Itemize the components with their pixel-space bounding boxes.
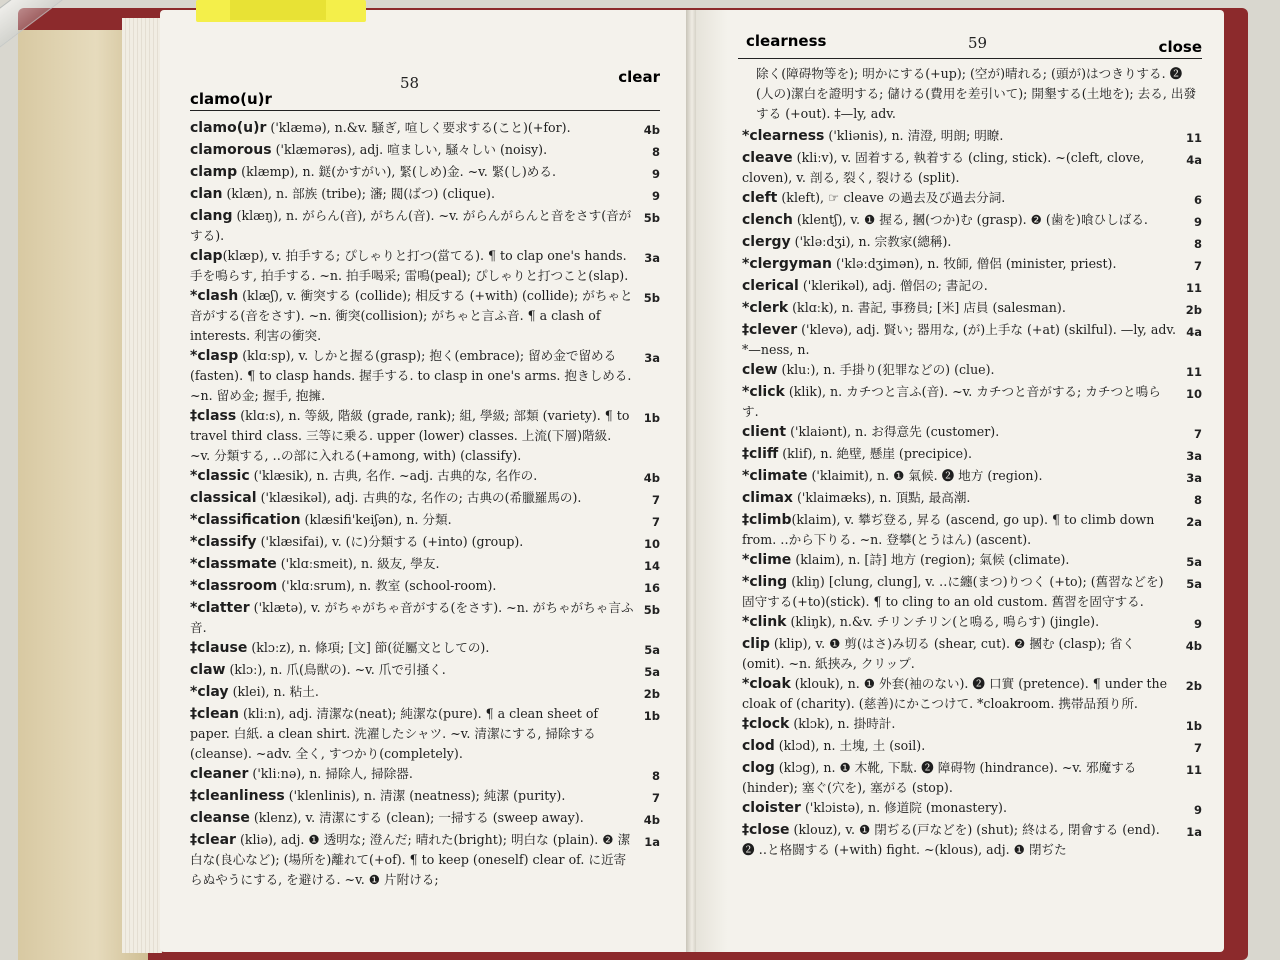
entry-headword: cleaner (190, 766, 249, 782)
dictionary-entry (738, 714, 1202, 736)
entry-headword: clan (190, 186, 223, 202)
entry-headword: ‡cleanliness (190, 788, 285, 804)
entry-body (738, 148, 1176, 188)
entry-body (190, 488, 634, 508)
entry-body (190, 704, 634, 764)
entry-body (738, 758, 1176, 798)
entry-definition: (klei), n. 粘土. (228, 684, 319, 699)
entry-body (738, 298, 1176, 318)
right-page-header (738, 20, 1202, 54)
entry-body (190, 830, 634, 890)
dictionary-entry (738, 148, 1202, 188)
entry-headword: clap (190, 248, 223, 264)
entry-definition: ('kliːnə), n. 掃除人, 掃除器. (248, 766, 413, 781)
entry-body (738, 360, 1176, 380)
entry-frequency-level: 4b (643, 123, 660, 137)
entry-body (190, 140, 634, 160)
entry-frequency-level: 9 (1193, 215, 1202, 229)
dictionary-entry (738, 444, 1202, 466)
dictionary-entry (190, 510, 660, 532)
entry-body (190, 598, 634, 638)
entry-definition: (kluː), n. 手掛り(犯罪などの) (clue). (777, 362, 995, 377)
entry-frequency-level: 5b (643, 291, 660, 305)
dictionary-entry (190, 466, 660, 488)
entry-headword: *classification (190, 512, 301, 528)
entry-headword: ‡class (190, 408, 237, 424)
dictionary-entry (738, 360, 1202, 382)
entry-frequency-level: 3a (1186, 471, 1202, 485)
entry-headword: ‡clear (190, 832, 236, 848)
left-entry-list (190, 118, 660, 890)
entry-body (738, 798, 1176, 818)
entry-frequency-level: 5b (643, 603, 660, 617)
entry-body (190, 786, 634, 806)
entry-body (738, 572, 1176, 612)
dictionary-entry (738, 572, 1202, 612)
entry-headword: clench (742, 212, 793, 228)
entry-definition: ('klerikəl), adj. 僧侶の; 書記の. (798, 278, 988, 293)
dictionary-entry (738, 612, 1202, 634)
entry-body (190, 286, 634, 346)
entry-definition: ('klaiənt), n. お得意先 (customer). (786, 424, 1000, 439)
entry-headword: *cling (742, 574, 788, 590)
entry-headword: clew (742, 362, 778, 378)
entry-definition: (kliŋk), n.&v. チリンチリン(と鳴る, 鳴らす) (jingle). (786, 614, 1100, 629)
dictionary-entry (738, 820, 1202, 860)
entry-headword: *clink (742, 614, 787, 630)
dictionary-entry (190, 598, 660, 638)
entry-headword: ‡clever (742, 322, 798, 338)
entry-frequency-level: 9 (1193, 803, 1202, 817)
entry-body (738, 510, 1176, 550)
entry-definition: (klæp), v. 拍手する; ぴしゃりと打つ(當てる). ¶ to clap one's hands. 手を鳴らす, 拍手する. ~n. 拍手喝采; 雷鳴(peal); ぴしゃりと打つこと(slap). (190, 248, 629, 283)
entry-headword: ‡clock (742, 716, 790, 732)
entry-frequency-level: 7 (1193, 427, 1202, 441)
dictionary-entry (738, 758, 1202, 798)
entry-headword: climax (742, 490, 793, 506)
entry-body (190, 118, 634, 138)
entry-frequency-level: 4b (643, 813, 660, 827)
entry-frequency-level: 9 (651, 189, 660, 203)
entry-body (738, 188, 1176, 208)
entry-definition: (klɔːz), n. 條項; [文] 節(従屬文としての). (247, 640, 490, 655)
entry-definition: (klæsifi'keiʃən), n. 分類. (300, 512, 452, 527)
entry-frequency-level: 7 (651, 493, 660, 507)
entry-frequency-level: 16 (643, 581, 660, 595)
entry-definition: ('klenlinis), n. 清潔 (neatness); 純潔 (purity). (284, 788, 566, 803)
entry-body (190, 346, 634, 406)
entry-frequency-level: 8 (1193, 237, 1202, 251)
entry-definition: (kliŋ) [clung, clung], v. ‥に纏(まつ)りつく (+to); (舊習などを)固守する(+to)(stick). ¶ to cling to an old custom. 舊習を固守する. (742, 574, 1164, 609)
entry-frequency-level: 5a (1186, 555, 1202, 569)
entry-headword: clog (742, 760, 775, 776)
entry-definition: ('klaimit), n. ❶ 氣候. ❷ 地方 (region). (807, 468, 1043, 483)
entry-headword: claw (190, 662, 226, 678)
entry-definition: (klouz), v. ❶ 閉ぢる(戸などを) (shut); 終はる, 閉會する (end). ❷ ‥と格闘する (+with) fight. ~(klous), adj. ❶ 閉ぢた (742, 822, 1160, 857)
entry-body (190, 660, 634, 680)
entry-body (738, 232, 1176, 252)
entry-frequency-level: 5a (1186, 577, 1202, 591)
entry-body (738, 444, 1176, 464)
dictionary-entry (190, 786, 660, 808)
entry-headword: cloister (742, 800, 801, 816)
entry-body (738, 210, 1176, 230)
entry-body (190, 576, 634, 596)
entry-headword: *classmate (190, 556, 277, 572)
entry-headword: clip (742, 636, 770, 652)
left-guide-word-start: clamo(u)r (190, 90, 272, 108)
entry-frequency-level: 2a (1186, 515, 1202, 529)
entry-definition: ('klæmərəs), adj. 喧ましい, 騒々しい (noisy). (271, 142, 548, 157)
dictionary-entry (190, 406, 660, 466)
entry-body (738, 820, 1176, 860)
entry-frequency-level: 3a (644, 351, 660, 365)
entry-frequency-level: 11 (1185, 281, 1202, 295)
entry-headword: clang (190, 208, 233, 224)
entry-frequency-level: 10 (643, 537, 660, 551)
entry-definition: (klɔd), n. 土塊, 土 (soil). (774, 738, 926, 753)
entry-definition: ('klæmə), n.&v. 騒ぎ, 喧しく要求する(こと)(+for). (266, 120, 571, 135)
entry-headword: clod (742, 738, 775, 754)
dictionary-entry (190, 118, 660, 140)
entry-headword: ‡climb (742, 512, 792, 528)
entry-frequency-level: 11 (1185, 131, 1202, 145)
entry-frequency-level: 7 (1193, 741, 1202, 755)
dictionary-entry (738, 298, 1202, 320)
left-page-number: 58 (400, 74, 420, 92)
entry-headword: cleft (742, 190, 778, 206)
entry-body (190, 246, 634, 286)
left-page (160, 10, 688, 952)
entry-body (738, 382, 1176, 422)
entry-definition: (kliːv), v. 固着する, 執着する (cling, stick). ~(cleft, clove, cloven), v. 剖る, 裂く, 裂ける (split). (742, 150, 1145, 185)
left-guide-word-end: clear (618, 68, 660, 86)
entry-definition: ('klæsifai), v. (に)分類する (+into) (group). (256, 534, 524, 549)
entry-headword: ‡clean (190, 706, 240, 722)
entry-body (190, 206, 634, 246)
entry-definition: ('klɔistə), n. 修道院 (monastery). (800, 800, 1007, 815)
entry-frequency-level: 14 (643, 559, 660, 573)
entry-headword: *classify (190, 534, 257, 550)
dictionary-entry (738, 550, 1202, 572)
entry-body (738, 634, 1176, 674)
entry-definition: (klaim), n. [詩] 地方 (region); 氣候 (climate). (791, 552, 1070, 567)
entry-headword: ‡cliff (742, 446, 779, 462)
entry-frequency-level: 2b (1185, 679, 1202, 693)
dictionary-entry (190, 576, 660, 598)
entry-frequency-level: 3a (1186, 449, 1202, 463)
entry-frequency-level: 1a (644, 835, 660, 849)
dictionary-entry (190, 184, 660, 206)
entry-headword: *click (742, 384, 785, 400)
entry-frequency-level: 6 (1193, 193, 1202, 207)
dictionary-entry (738, 634, 1202, 674)
dictionary-entry (190, 638, 660, 660)
entry-definition: ('klæsikəl), adj. 古典的な, 名作の; 古典の(希臘羅馬の). (256, 490, 582, 505)
entry-definition: ('klaimæks), n. 頂點, 最高潮. (792, 490, 971, 505)
entry-headword: *clerk (742, 300, 789, 316)
entry-definition: (klɑːs), n. 等級, 階級 (grade, rank); 組, 學級; 部類 (variety). ¶ to travel third class. 三等に乗る. upper (lower) classes. 上流(下層)階級. ~v. 分類する, ‥の部に入れる(+among, with) (classify). (190, 408, 630, 463)
entry-headword: ‡clause (190, 640, 248, 656)
entry-definition: ('klɑːsmeit), n. 級友, 學友. (276, 556, 440, 571)
entry-frequency-level: 1b (643, 411, 660, 425)
entry-definition: (klɑːsp), v. しかと握る(grasp); 抱く(embrace); 留め金で留める (fasten). ¶ to clasp hands. 握手する. to clasp in one's arms. 抱きしめる. ~n. 留め金; 握手, 抱擁. (190, 348, 632, 403)
dictionary-entry (190, 206, 660, 246)
entry-body (738, 674, 1176, 714)
entry-definition: (klentʃ), v. ❶ 握る, 摑(つか)む (grasp). ❷ (歯を)喰ひしばる. (792, 212, 1148, 227)
dictionary-entry (738, 210, 1202, 232)
entry-headword: clergy (742, 234, 791, 250)
entry-body (190, 532, 634, 552)
entry-frequency-level: 8 (651, 769, 660, 783)
entry-definition: (klik), n. カチつと言ふ(音). ~v. カチつと音がする; カチつと鳴らす. (742, 384, 1161, 419)
entry-frequency-level: 1a (1186, 825, 1202, 839)
right-entry-list (738, 126, 1202, 860)
entry-frequency-level: 4b (643, 471, 660, 485)
dictionary-entry (190, 346, 660, 406)
entry-frequency-level: 5a (644, 643, 660, 657)
entry-definition: ('kləːdʒi), n. 宗教家(總稱). (790, 234, 952, 249)
entry-definition: (klaim), v. 攀ぢ登る, 昇る (ascend, go up). ¶ to climb down from. ‥から下りる. ~n. 登攀(とうはん) (ascent). (742, 512, 1155, 547)
entry-definition: (klæn), n. 部族 (tribe); 瀋; 閥(ばつ) (clique). (222, 186, 495, 201)
entry-headword: clamorous (190, 142, 272, 158)
dictionary-entry (738, 254, 1202, 276)
entry-definition: ('klætə), v. がちゃがちゃ音がする(をさす). ~n. がちゃがちゃ言ふ音. (190, 600, 634, 635)
dictionary-entry (190, 140, 660, 162)
entry-definition: (klouk), n. ❶ 外套(袖のない). ❷ 口實 (pretence). ¶ under the cloak of (charity). (慈善)にかこつけて. *cloakroom. 携帯品預り所. (742, 676, 1168, 711)
entry-body (190, 406, 634, 466)
continued-entry-text: 除く(障碍物等を); 明かにする(+up); (空が)晴れる; (頭が)はつきりする. ❷ (人の)潔白を證明する; 儲ける(費用を差引いて); 開墾する(土地を); 去る, 出發する (+out). ‡—ly, adv. (756, 66, 1197, 121)
entry-definition: (klɔː), n. 爪(鳥獣の). ~v. 爪で引掻く. (225, 662, 446, 677)
entry-headword: *clash (190, 288, 239, 304)
entry-definition: (klæmp), n. 鎹(かすがい), 緊(しめ)金. ~v. 緊(し)める. (237, 164, 557, 179)
entry-definition: (klɔg), n. ❶ 木靴, 下駄. ❷ 障碍物 (hindrance). ~v. 邪魔する (hinder); 塞ぐ(穴を), 塞がる (stop). (742, 760, 1137, 795)
entry-frequency-level: 10 (1185, 387, 1202, 401)
entry-body (190, 510, 634, 530)
entry-frequency-level: 9 (651, 167, 660, 181)
entry-body (190, 638, 634, 658)
entry-body (190, 162, 634, 182)
entry-headword: *climate (742, 468, 808, 484)
entry-body (738, 550, 1176, 570)
dictionary-entry (738, 276, 1202, 298)
dictionary-entry (738, 422, 1202, 444)
header-rule (190, 110, 660, 111)
entry-frequency-level: 4a (1186, 325, 1202, 339)
sticky-tab-fold (230, 0, 326, 20)
entry-headword: classical (190, 490, 257, 506)
dictionary-entry (738, 382, 1202, 422)
dictionary-entry (190, 554, 660, 576)
entry-headword: clamo(u)r (190, 120, 267, 136)
entry-body (738, 422, 1176, 442)
entry-headword: *clasp (190, 348, 239, 364)
entry-headword: *clay (190, 684, 229, 700)
entry-headword: *clatter (190, 600, 250, 616)
entry-definition: ('kliənis), n. 清澄, 明朗; 明瞭. (824, 128, 1004, 143)
entry-headword: *classroom (190, 578, 278, 594)
entry-body (190, 184, 634, 204)
entry-frequency-level: 11 (1185, 763, 1202, 777)
entry-frequency-level: 3a (644, 251, 660, 265)
entry-definition: (kliːn), adj. 清潔な(neat); 純潔な(pure). ¶ a clean sheet of paper. 白紙. a clean shirt. 洗濯したシャツ. ~v. 清潔にする, 掃除する(cleanse). ~adv. 全く, すつかり(completely). (190, 706, 599, 761)
left-page-header (190, 52, 660, 110)
dictionary-entry (738, 798, 1202, 820)
dictionary-entry (738, 466, 1202, 488)
entry-body (190, 682, 634, 702)
entry-headword: client (742, 424, 787, 440)
entry-body (190, 554, 634, 574)
dictionary-entry (738, 320, 1202, 360)
entry-definition: (klæʃ), v. 衝突する (collide); 相反する (+with) (collide); がちゃと音がする(音をさす). ~n. 衝突(collision); がちゃと言ふ音. ¶ a clash of interests. 利害の衝突. (190, 288, 633, 343)
entry-body (738, 612, 1176, 632)
entry-definition: (klɑːk), n. 書記, 事務員; [米] 店員 (salesman). (788, 300, 1066, 315)
entry-headword: cleave (742, 150, 793, 166)
entry-frequency-level: 4a (1186, 153, 1202, 167)
entry-body (738, 126, 1176, 146)
entry-frequency-level: 11 (1185, 365, 1202, 379)
entry-body (738, 466, 1176, 486)
entry-frequency-level: 7 (651, 791, 660, 805)
right-guide-word-end: close (1158, 38, 1202, 56)
dictionary-entry (738, 188, 1202, 210)
dictionary-entry (190, 246, 660, 286)
dictionary-entry (738, 674, 1202, 714)
right-page (696, 10, 1224, 952)
entry-frequency-level: 8 (651, 145, 660, 159)
dictionary-entry (738, 126, 1202, 148)
entry-headword: *clergyman (742, 256, 832, 272)
entry-frequency-level: 5b (643, 211, 660, 225)
dictionary-entry (190, 162, 660, 184)
entry-headword: *clearness (742, 128, 825, 144)
entry-headword: *clime (742, 552, 792, 568)
entry-body (738, 276, 1176, 296)
entry-body (738, 714, 1176, 734)
entry-definition: (klip), v. ❶ 剪(はさ)み切る (shear, cut). ❷ 摑む (clasp); 省く (omit). ~n. 紙挾み, クリップ. (742, 636, 1135, 671)
entry-frequency-level: 7 (1193, 259, 1202, 273)
entry-headword: clerical (742, 278, 799, 294)
dictionary-entry (738, 510, 1202, 550)
entry-body (738, 254, 1176, 274)
entry-body (738, 320, 1176, 360)
entry-definition: ('klɑːsrum), n. 教室 (school-room). (277, 578, 497, 593)
entry-frequency-level: 5a (644, 665, 660, 679)
entry-headword: *cloak (742, 676, 791, 692)
entry-frequency-level: 1b (643, 709, 660, 723)
header-rule (738, 58, 1202, 59)
dictionary-entry (190, 660, 660, 682)
entry-frequency-level: 4b (1185, 639, 1202, 653)
entry-body (738, 736, 1176, 756)
entry-definition: ('klevə), adj. 賢い; 器用な, (が)上手な (+at) (skilful). —ly, adv. *—ness, n. (742, 322, 1177, 357)
entry-definition: (klɔk), n. 掛時計. (789, 716, 896, 731)
entry-headword: clamp (190, 164, 238, 180)
dictionary-entry (738, 488, 1202, 510)
entry-body (738, 488, 1176, 508)
entry-definition: (klif), n. 絶壁, 懸崖 (precipice). (778, 446, 972, 461)
entry-headword: ‡close (742, 822, 790, 838)
dictionary-entry (190, 286, 660, 346)
entry-definition: (kliə), adj. ❶ 透明な; 澄んだ; 晴れた(bright); 明白な (plain). ❷ 潔白な(良心など); (場所を)離れて(+of). ¶ to keep (oneself) clear of. に近寄らぬやうにする, を避ける. ~v. ❶ 片附ける; (190, 832, 631, 887)
dictionary-entry (190, 830, 660, 890)
entry-headword: cleanse (190, 810, 250, 826)
entry-body (190, 764, 634, 784)
dictionary-entry (190, 704, 660, 764)
entry-definition: ('klæsik), n. 古典, 名作. ~adj. 古典的な, 名作の. (249, 468, 538, 483)
entry-frequency-level: 1b (1185, 719, 1202, 733)
dictionary-entry (738, 736, 1202, 758)
right-page-number: 59 (968, 34, 988, 52)
page-edges (122, 18, 162, 953)
entry-body (190, 808, 634, 828)
entry-definition: (klæŋ), n. がらん(音), がちん(音). ~v. がらんがらんと音をさす(音がする). (190, 208, 632, 243)
entry-frequency-level: 8 (1193, 493, 1202, 507)
dictionary-entry (190, 682, 660, 704)
dictionary-entry (190, 488, 660, 510)
entry-frequency-level: 7 (651, 515, 660, 529)
right-guide-word-start: clearness (746, 32, 827, 50)
dictionary-entry (738, 232, 1202, 254)
dictionary-entry (190, 532, 660, 554)
entry-definition: ('kləːdʒimən), n. 牧師, 僧侶 (minister, priest). (831, 256, 1117, 271)
entry-frequency-level: 9 (1193, 617, 1202, 631)
dictionary-entry (190, 764, 660, 786)
entry-definition: (kleft), ☞ cleave の過去及び過去分詞. (777, 190, 1006, 205)
dictionary-entry (190, 808, 660, 830)
entry-definition: (klenz), v. 清潔にする (clean); 一掃する (sweep away). (249, 810, 584, 825)
entry-frequency-level: 2b (1185, 303, 1202, 317)
entry-frequency-level: 2b (643, 687, 660, 701)
entry-body (190, 466, 634, 486)
entry-headword: *classic (190, 468, 250, 484)
